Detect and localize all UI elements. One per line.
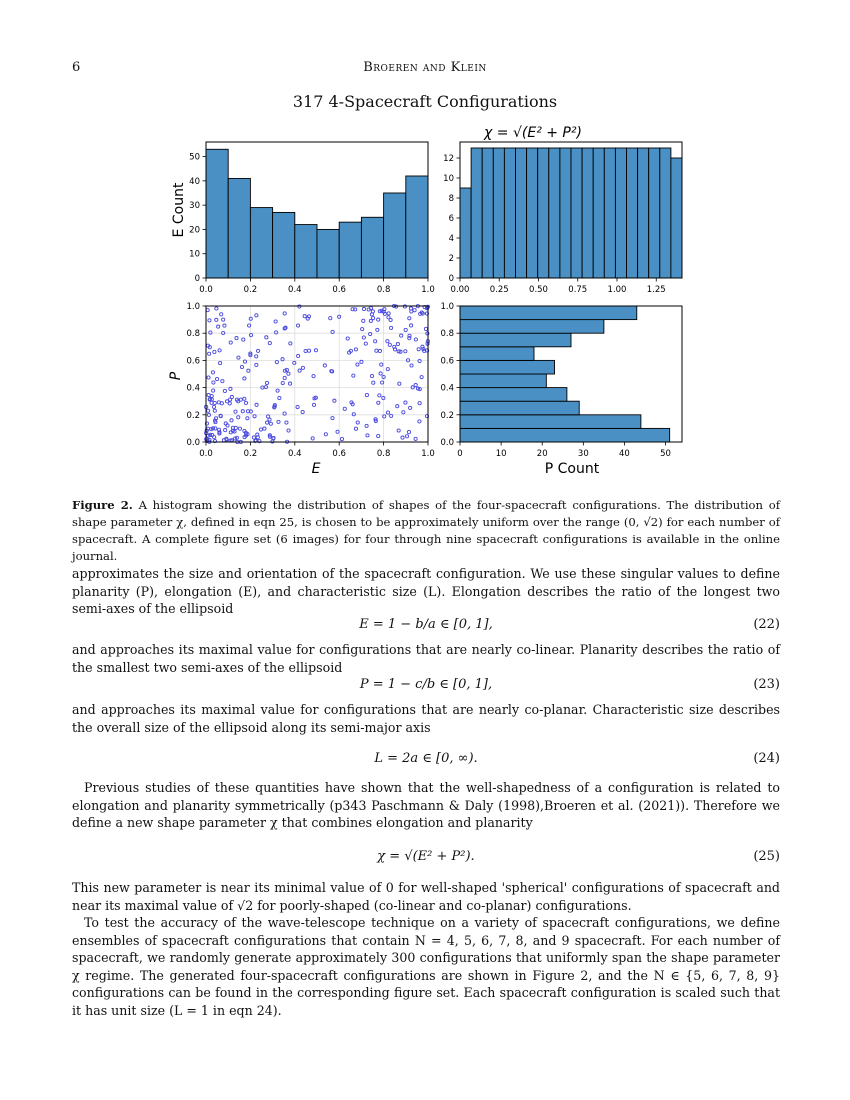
y-tick-label: 4 bbox=[448, 234, 454, 244]
scatter-point bbox=[418, 420, 421, 423]
e-axis-label: E bbox=[311, 461, 321, 477]
scatter-point bbox=[235, 336, 238, 339]
scatter-e-vs-p bbox=[186, 302, 434, 459]
scatter-point bbox=[221, 380, 224, 383]
histogram-bar bbox=[228, 178, 250, 278]
paragraph-2: and approaches its maximal value for configurations that are nearly co-linear. Planarity describes the ratio of the smallest two semi-axes of the ellipsoid bbox=[72, 642, 780, 675]
scatter-point bbox=[397, 429, 400, 432]
scatter-point bbox=[223, 324, 226, 327]
x-tick-label: 0.00 bbox=[450, 285, 470, 295]
scatter-point bbox=[371, 310, 374, 313]
x-tick-label: 0.50 bbox=[529, 285, 548, 295]
scatter-point bbox=[293, 361, 296, 364]
scatter-point bbox=[301, 410, 304, 413]
scatter-point bbox=[331, 417, 334, 420]
scatter-point bbox=[249, 334, 252, 337]
e-count-axis-label: E Count bbox=[171, 182, 187, 238]
histogram-bar bbox=[384, 193, 406, 278]
x-tick-label: 0.4 bbox=[288, 285, 302, 295]
histogram-bar bbox=[482, 148, 493, 278]
scatter-point bbox=[297, 354, 300, 357]
running-title: Broeren and Klein bbox=[363, 60, 487, 75]
scatter-point bbox=[209, 331, 212, 334]
scatter-point bbox=[404, 401, 407, 404]
scatter-point bbox=[215, 318, 218, 321]
scatter-point bbox=[329, 317, 332, 320]
histogram-bar bbox=[493, 148, 504, 278]
scatter-point bbox=[389, 318, 392, 321]
scatter-point bbox=[386, 411, 389, 414]
scatter-point bbox=[242, 338, 245, 341]
histogram-bar bbox=[339, 222, 361, 278]
y-tick-label: 0.8 bbox=[440, 329, 454, 340]
scatter-point bbox=[222, 318, 225, 321]
scatter-point bbox=[298, 305, 301, 308]
scatter-point bbox=[229, 341, 232, 344]
scatter-point bbox=[212, 389, 215, 392]
scatter-point bbox=[228, 398, 231, 401]
scatter-point bbox=[243, 377, 246, 380]
scatter-point bbox=[365, 393, 368, 396]
histogram-bar bbox=[206, 149, 228, 278]
y-tick-label: 0.2 bbox=[186, 410, 200, 421]
x-tick-label: 0.2 bbox=[243, 285, 258, 295]
histogram-bar bbox=[406, 176, 428, 278]
scatter-point bbox=[417, 348, 420, 351]
scatter-point bbox=[269, 422, 272, 425]
equation-23-number: (23) bbox=[753, 677, 780, 692]
scatter-point bbox=[255, 363, 258, 366]
scatter-point bbox=[414, 338, 417, 341]
scatter-point bbox=[213, 409, 216, 412]
scatter-point bbox=[208, 319, 211, 322]
x-tick-label: 0.4 bbox=[288, 449, 302, 459]
scatter-point bbox=[362, 336, 365, 339]
histogram-bar bbox=[460, 306, 637, 320]
scatter-point bbox=[410, 364, 413, 367]
x-tick-label: 0.8 bbox=[376, 285, 391, 295]
scatter-point bbox=[265, 421, 268, 424]
scatter-point bbox=[228, 402, 231, 405]
histogram-bar bbox=[571, 148, 582, 278]
p-axis-label: P bbox=[168, 371, 184, 381]
scatter-point bbox=[212, 381, 215, 384]
histogram-bar bbox=[471, 148, 482, 278]
scatter-point bbox=[387, 312, 390, 315]
histogram-bar bbox=[516, 148, 527, 278]
scatter-point bbox=[376, 328, 379, 331]
scatter-point bbox=[404, 328, 407, 331]
scatter-point bbox=[386, 368, 389, 371]
histogram-bar bbox=[361, 217, 383, 278]
scatter-point bbox=[354, 427, 357, 430]
scatter-point bbox=[211, 371, 214, 374]
y-tick-label: 1.0 bbox=[440, 302, 454, 312]
histogram-bar bbox=[649, 148, 660, 278]
equation-24-expr: L = 2a ∈ [0, ∞). bbox=[374, 751, 478, 766]
caption-text: A histogram showing the distribution of shapes of the four-spacecraft configurations. The distribution of shape parameter χ, defined in eqn 25, is chosen to be approximately uniform over the range (0, √2) for each number of spacecraft. A complete figure set (6 images) for four through nine spacecraft configurations is available in the online journal. bbox=[72, 498, 780, 563]
scatter-point bbox=[255, 355, 258, 358]
histogram-bar bbox=[460, 333, 571, 347]
scatter-point bbox=[354, 348, 357, 351]
histogram-bar bbox=[460, 401, 579, 415]
scatter-point bbox=[287, 372, 290, 375]
scatter-point bbox=[372, 317, 375, 320]
scatter-point bbox=[402, 411, 405, 414]
equation-25-expr: χ = √(E² + P²). bbox=[377, 849, 475, 864]
scatter-point bbox=[405, 435, 408, 438]
scatter-point bbox=[324, 433, 327, 436]
scatter-point bbox=[263, 427, 266, 430]
scatter-point bbox=[346, 337, 349, 340]
x-tick-label: 10 bbox=[495, 449, 507, 459]
scatter-point bbox=[377, 401, 380, 404]
x-tick-label: 0.0 bbox=[199, 449, 213, 459]
scatter-point bbox=[352, 413, 355, 416]
scatter-point bbox=[414, 384, 417, 387]
scatter-point bbox=[234, 410, 237, 413]
scatter-point bbox=[212, 405, 215, 408]
x-tick-label: 0.25 bbox=[489, 285, 509, 295]
y-tick-label: 0.2 bbox=[440, 410, 454, 421]
scatter-point bbox=[390, 326, 393, 329]
y-tick-label: 30 bbox=[189, 201, 200, 212]
scatter-point bbox=[267, 415, 270, 418]
histogram-bar bbox=[317, 229, 339, 278]
scatter-point bbox=[255, 403, 258, 406]
histogram-bar bbox=[460, 320, 604, 334]
scatter-point bbox=[364, 342, 367, 345]
scatter-point bbox=[296, 405, 299, 408]
scatter-point bbox=[210, 401, 213, 404]
scatter-point bbox=[224, 429, 227, 432]
caption-label: Figure 2. bbox=[72, 498, 133, 512]
histogram-bar bbox=[460, 374, 546, 388]
histogram-bar bbox=[527, 148, 538, 278]
scatter-point bbox=[283, 376, 286, 379]
x-tick-label: 0 bbox=[457, 449, 463, 459]
histogram-bar bbox=[273, 212, 295, 278]
scatter-point bbox=[408, 317, 411, 320]
scatter-point bbox=[323, 364, 326, 367]
equation-23-expr: P = 1 − c/b ∈ [0, 1], bbox=[359, 677, 493, 692]
scatter-point bbox=[314, 349, 317, 352]
scatter-point bbox=[352, 374, 355, 377]
scatter-point bbox=[243, 397, 246, 400]
figure-caption bbox=[72, 497, 780, 565]
histogram-e-count bbox=[189, 142, 435, 295]
scatter-point bbox=[410, 324, 413, 327]
scatter-point bbox=[268, 418, 271, 421]
histogram-bar bbox=[560, 148, 571, 278]
plot-frame bbox=[206, 306, 428, 442]
scatter-point bbox=[396, 405, 399, 408]
scatter-point bbox=[362, 307, 365, 310]
scatter-point bbox=[370, 374, 373, 377]
p-count-axis-label: P Count bbox=[544, 461, 600, 477]
scatter-point bbox=[207, 376, 210, 379]
scatter-point bbox=[268, 341, 271, 344]
scatter-point bbox=[281, 381, 284, 384]
scatter-point bbox=[283, 312, 286, 315]
scatter-point bbox=[237, 416, 240, 419]
y-tick-label: 12 bbox=[443, 154, 454, 164]
histogram-bar bbox=[604, 148, 615, 278]
scatter-point bbox=[296, 324, 299, 327]
histogram-bar bbox=[593, 148, 604, 278]
histogram-bar bbox=[460, 347, 534, 361]
scatter-point bbox=[220, 402, 223, 405]
y-tick-label: 6 bbox=[448, 214, 454, 224]
chi-panel-title: χ = √(E² + P²) bbox=[484, 125, 582, 141]
scatter-point bbox=[413, 309, 416, 312]
paragraph-3: and approaches its maximal value for configurations that are nearly co-planar. Characteristic size describes the overall size of the ellipsoid along its semi-major axis bbox=[72, 702, 780, 735]
scatter-point bbox=[336, 430, 339, 433]
scatter-point bbox=[401, 436, 404, 439]
scatter-point bbox=[246, 417, 249, 420]
x-tick-label: 0.0 bbox=[199, 285, 213, 295]
histogram-bar bbox=[671, 158, 682, 278]
scatter-point bbox=[240, 365, 243, 368]
paragraph-4: Previous studies of these quantities have shown that the well-shapedness of a configuration is related to elongation and planarity symmetrically (p343 Paschmann & Daly (1998),Broeren et al. (2021)). Therefore we define a new shape parameter χ that combines elongation and planarity bbox=[72, 780, 780, 830]
scatter-point bbox=[356, 363, 359, 366]
scatter-point bbox=[215, 377, 218, 380]
scatter-point bbox=[311, 437, 314, 440]
y-tick-label: 0.0 bbox=[186, 438, 200, 448]
histogram-bar bbox=[627, 148, 638, 278]
scatter-point bbox=[265, 336, 268, 339]
y-tick-label: 0 bbox=[194, 274, 200, 284]
scatter-point bbox=[424, 327, 427, 330]
scatter-point bbox=[379, 372, 382, 375]
paragraph-6: To test the accuracy of the wave-telescope technique on a variety of spacecraft configurations, we define ensembles of spacecraft configurations that contain N = 4, 5, 6, 7, 8, and 9 spacecraft. For each number of spacecraft, we randomly generate approximately 300 configurations that uniformly span the shape parameter χ regime. The generated four-spacecraft configurations are shown in Figure 2, and the N ∈ {5, 6, 7, 8, 9} configurations can be found in the corresponding figure set. Each spacecraft configuration is scaled such that it has unit size (L = 1 in eqn 24). bbox=[72, 915, 780, 1018]
scatter-point bbox=[218, 349, 221, 352]
scatter-point bbox=[418, 402, 421, 405]
scatter-point bbox=[365, 424, 368, 427]
y-tick-label: 0.4 bbox=[186, 383, 200, 394]
scatter-point bbox=[213, 350, 216, 353]
y-tick-label: 2 bbox=[448, 254, 454, 264]
scatter-point bbox=[420, 376, 423, 379]
scatter-point bbox=[377, 434, 380, 437]
histogram-bar bbox=[295, 225, 317, 278]
scatter-point bbox=[366, 434, 369, 437]
scatter-point bbox=[375, 349, 378, 352]
equation-22-expr: E = 1 − b/a ∈ [0, 1], bbox=[359, 617, 493, 632]
scatter-point bbox=[244, 401, 247, 404]
x-tick-label: 30 bbox=[577, 449, 589, 459]
scatter-point bbox=[374, 340, 377, 343]
scatter-point bbox=[206, 309, 209, 312]
scatter-point bbox=[207, 409, 210, 412]
scatter-point bbox=[278, 396, 281, 399]
page-number: 6 bbox=[72, 60, 81, 75]
x-tick-label: 1.25 bbox=[646, 285, 666, 295]
scatter-point bbox=[220, 313, 223, 316]
histogram-bar bbox=[460, 415, 641, 429]
x-tick-label: 0.2 bbox=[243, 449, 258, 459]
scatter-point bbox=[404, 350, 407, 353]
histogram-bar bbox=[460, 188, 471, 278]
histogram-bar bbox=[504, 148, 515, 278]
equation-22-number: (22) bbox=[753, 617, 780, 632]
scatter-point bbox=[312, 375, 315, 378]
histogram-bar bbox=[460, 360, 555, 374]
scatter-point bbox=[285, 421, 288, 424]
scatter-point bbox=[247, 369, 250, 372]
y-tick-label: 10 bbox=[189, 249, 200, 260]
scatter-point bbox=[400, 334, 403, 337]
y-tick-label: 0 bbox=[448, 274, 454, 284]
x-tick-label: 40 bbox=[619, 449, 630, 459]
scatter-point bbox=[237, 356, 240, 359]
y-tick-label: 0.6 bbox=[186, 356, 200, 367]
scatter-point bbox=[223, 389, 226, 392]
figure-title: 317 4-Spacecraft Configurations bbox=[292, 92, 558, 111]
scatter-point bbox=[289, 342, 292, 345]
histogram-bar bbox=[460, 388, 567, 402]
scatter-point bbox=[386, 340, 389, 343]
scatter-point bbox=[276, 389, 279, 392]
scatter-point bbox=[362, 319, 365, 322]
scatter-point bbox=[277, 420, 280, 423]
histogram-bar bbox=[549, 148, 560, 278]
x-tick-label: 1.0 bbox=[421, 285, 435, 295]
scatter-point bbox=[301, 366, 304, 369]
histogram-bar bbox=[615, 148, 626, 278]
y-tick-label: 40 bbox=[189, 176, 200, 187]
x-tick-label: 20 bbox=[536, 449, 548, 459]
y-tick-label: 20 bbox=[189, 225, 200, 236]
y-tick-label: 0.8 bbox=[186, 329, 200, 340]
x-tick-label: 0.8 bbox=[376, 449, 391, 459]
y-tick-label: 1.0 bbox=[186, 302, 200, 312]
scatter-point bbox=[361, 328, 364, 331]
y-tick-label: 50 bbox=[189, 152, 200, 163]
scatter-point bbox=[383, 415, 386, 418]
scatter-point bbox=[298, 369, 301, 372]
scatter-point bbox=[356, 421, 359, 424]
scatter-point bbox=[256, 349, 259, 352]
scatter-point bbox=[303, 315, 306, 318]
scatter-point bbox=[259, 428, 262, 431]
scatter-point bbox=[372, 381, 375, 384]
histogram-bar bbox=[460, 428, 670, 442]
x-tick-label: 1.00 bbox=[607, 285, 627, 295]
x-tick-label: 0.6 bbox=[332, 449, 346, 459]
histogram-p-count bbox=[440, 302, 682, 459]
scatter-point bbox=[414, 437, 417, 440]
scatter-point bbox=[307, 349, 310, 352]
scatter-point bbox=[343, 407, 346, 410]
scatter-point bbox=[396, 342, 399, 345]
histogram-bar bbox=[582, 148, 593, 278]
scatter-point bbox=[378, 349, 381, 352]
y-tick-label: 10 bbox=[443, 174, 454, 184]
scatter-point bbox=[407, 430, 410, 433]
scatter-point bbox=[255, 314, 258, 317]
scatter-point bbox=[215, 307, 218, 310]
scatter-point bbox=[409, 406, 412, 409]
x-tick-label: 0.6 bbox=[332, 285, 346, 295]
histogram-chi bbox=[443, 142, 682, 295]
scatter-point bbox=[230, 419, 233, 422]
scatter-point bbox=[217, 325, 220, 328]
scatter-point bbox=[241, 410, 244, 413]
x-tick-label: 1.0 bbox=[421, 449, 435, 459]
scatter-point bbox=[380, 363, 383, 366]
scatter-point bbox=[274, 320, 277, 323]
paragraph-1: approximates the size and orientation of the spacecraft configuration. We use these singular values to define planarity (P), elongation (E), and characteristic size (L). Elongation describes the ratio of the longest two semi-axes of the ellipsoid bbox=[72, 566, 780, 616]
scatter-point bbox=[275, 361, 278, 364]
equation-25-number: (25) bbox=[753, 849, 780, 864]
scatter-point bbox=[388, 343, 391, 346]
scatter-point bbox=[418, 359, 421, 362]
scatter-point bbox=[377, 318, 380, 321]
scatter-point bbox=[208, 352, 211, 355]
y-tick-label: 8 bbox=[448, 194, 454, 204]
scatter-point bbox=[238, 427, 241, 430]
y-tick-label: 0.6 bbox=[440, 356, 454, 367]
figure-panels bbox=[0, 0, 850, 490]
scatter-point bbox=[340, 437, 343, 440]
equation-24-number: (24) bbox=[753, 751, 780, 766]
histogram-bar bbox=[638, 148, 649, 278]
scatter-point bbox=[304, 349, 307, 352]
scatter-point bbox=[264, 386, 267, 389]
scatter-point bbox=[398, 382, 401, 385]
x-tick-label: 0.75 bbox=[568, 285, 588, 295]
scatter-point bbox=[288, 382, 291, 385]
scatter-point bbox=[378, 394, 381, 397]
y-tick-label: 0.4 bbox=[440, 383, 454, 394]
scatter-point bbox=[213, 401, 216, 404]
y-tick-label: 0.0 bbox=[440, 438, 454, 448]
histogram-bar bbox=[660, 148, 671, 278]
scatter-point bbox=[219, 361, 222, 364]
scatter-point bbox=[333, 399, 336, 402]
scatter-point bbox=[312, 403, 315, 406]
paragraph-5: This new parameter is near its minimal value of 0 for well-shaped 'spherical' configurations of spacecraft and near its maximal value of √2 for poorly-shaped (co-linear and co-planar) configurations. bbox=[72, 880, 780, 913]
histogram-bar bbox=[250, 208, 272, 278]
scatter-point bbox=[265, 381, 268, 384]
histogram-bar bbox=[538, 148, 549, 278]
scatter-point bbox=[287, 429, 290, 432]
x-tick-label: 50 bbox=[660, 449, 671, 459]
